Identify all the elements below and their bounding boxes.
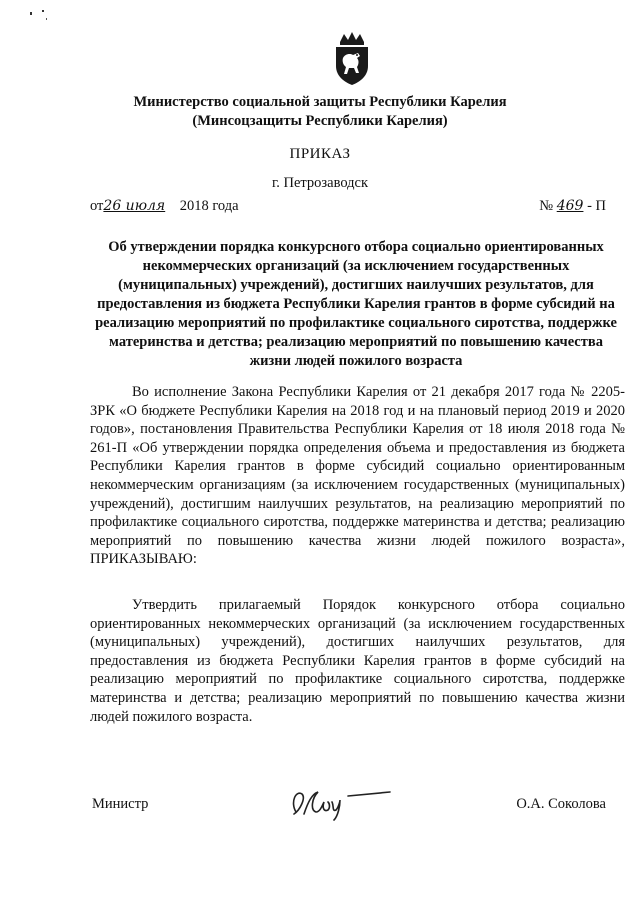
- ministry-short-name: (Минсоцзащиты Республики Карелия): [192, 113, 448, 129]
- body-paragraph-basis: Во исполнение Закона Республики Карелия от 21 декабря 2017 года № 2205-ЗРК «О бюджете Республики Карелия на 2018 год и на плановый период 2019 и 2020 годов», постановления Правительства Республики Карелия от 18 июля 2018 года № 261-П «Об утверждении порядка определения объема и предоставления из бюджета Республики Карелия грантов в форме субсидий социально ориентированным некоммерческим организациям (за исключением государственных (муниципальных) учреждений), достигшим наилучших результатов, на реализацию мероприятий по профилактике социального сиротства, поддержке материнства и детства; реализацию мероприятий по повышению качества жизни людей пожилого возраста», ПРИКАЗЫВАЮ:: [90, 384, 625, 568]
- signatory-name: О.А. Соколова: [516, 796, 606, 812]
- body-paragraph-resolution: Утвердить прилагаемый Порядок конкурсного отбора социально ориентированных некоммерческих организаций (за исключением государственных (муниципальных) учреждений), достигших наилучших результатов, для предоставления из бюджета Республики Карелия грантов в форме субсидий на реализацию мероприятий по профилактике социального сиротства, поддержке материнства и детства; реализацию мероприятий по повышению качества жизни людей пожилого возраста.: [90, 597, 625, 725]
- scan-specks: [28, 8, 58, 30]
- number-prefix: №: [539, 198, 554, 214]
- order-date: [90, 198, 239, 215]
- date-day-month: 26 июля: [103, 198, 166, 214]
- city-label: г. Петрозаводск: [271, 175, 369, 191]
- number-value: 469: [556, 198, 584, 214]
- order-title: ПРИКАЗ: [289, 146, 351, 162]
- handwritten-signature: [286, 772, 426, 822]
- ministry-name: Министерство социальной защиты Республики Карелия: [133, 94, 507, 110]
- number-suffix: - П: [587, 198, 606, 214]
- order-number: [539, 198, 606, 215]
- signatory-position: Министр: [92, 796, 149, 812]
- date-year: 2018 года: [179, 198, 239, 214]
- karelia-emblem-icon: [332, 30, 372, 86]
- order-subject: Об утверждении порядка конкурсного отбора социально ориентированных некоммерческих организаций (за исключением государственных (муниципальных) учреждений), достигших наилучших результатов, для предоставления из бюджета Республики Карелия грантов в форме субсидий на реализацию мероприятий по профилактике социального сиротства, поддержке материнства и детства; реализацию мероприятий по повышению качества жизни людей пожилого возраста: [95, 239, 617, 369]
- date-prefix: от: [90, 198, 104, 214]
